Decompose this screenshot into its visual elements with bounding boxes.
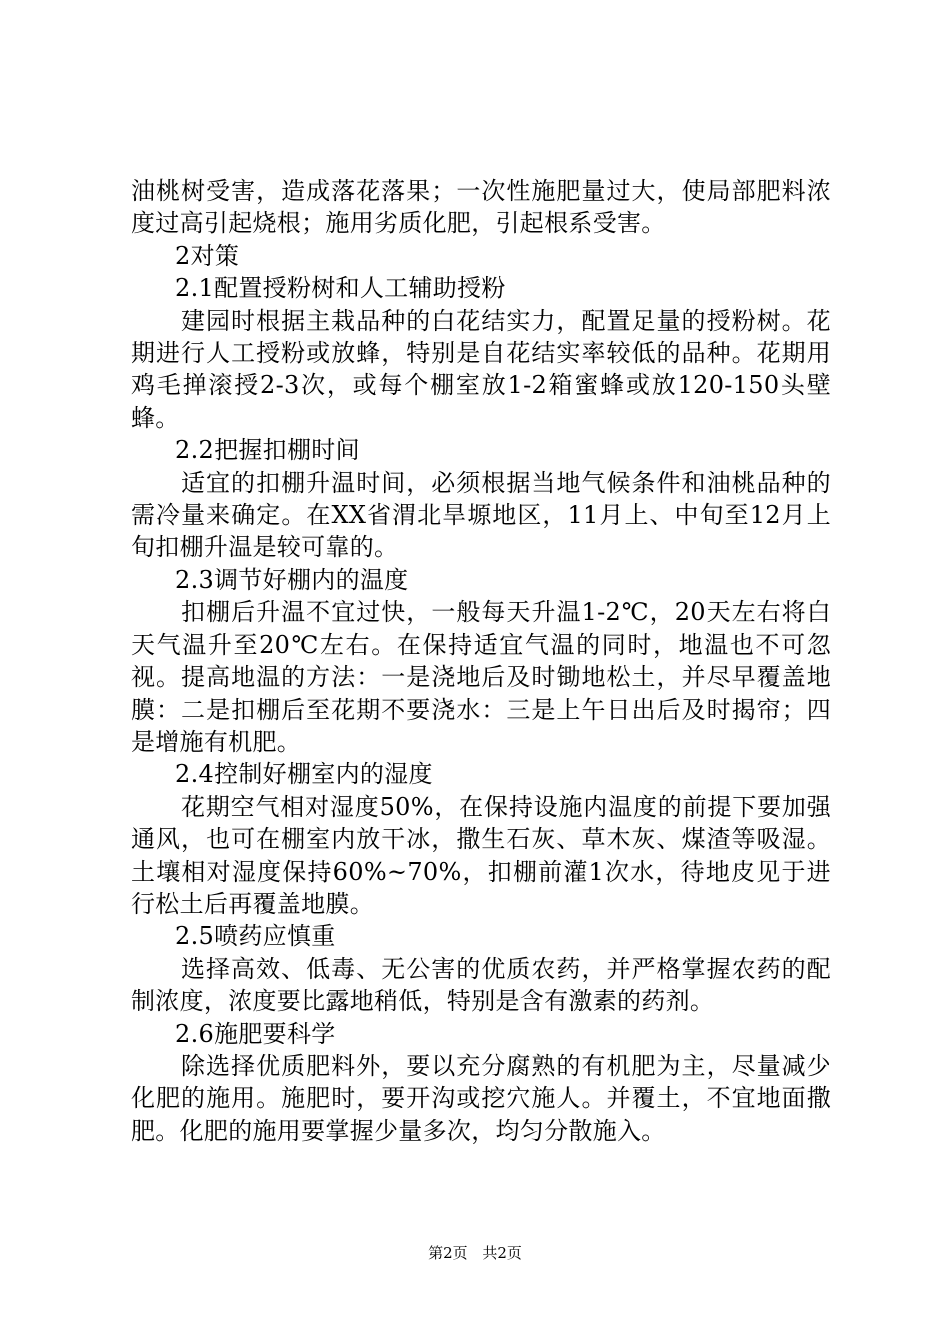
section-heading-countermeasures: 2对策 xyxy=(175,241,240,270)
document-body xyxy=(131,175,831,1147)
paragraph-continuation: 油桃树受害，造成落花落果；一次性施肥量过大，使局部肥料浓度过高引起烧根；施用劣质化肥，引起根系受害。 xyxy=(131,177,831,238)
subsection-heading-2-1: 2.1配置授粉树和人工辅助授粉 xyxy=(175,274,506,303)
page-number: 第2页 xyxy=(428,1244,468,1262)
page-footer xyxy=(0,1243,950,1263)
subsection-heading-2-6: 2.6施肥要科学 xyxy=(175,1019,336,1048)
subsection-heading-2-3: 2.3调节好棚内的温度 xyxy=(175,565,409,594)
paragraph-2-4: 花期空气相对湿度50%，在保持设施内温度的前提下要加强通风，也可在棚室内放干冰，撒生石灰、草木灰、煤渣等吸湿。土壤相对湿度保持60%~70%，扣棚前灌1次水，待地皮见于进行松土后再覆盖地膜。 xyxy=(131,792,831,918)
paragraph-2-6: 除选择优质肥料外，要以充分腐熟的有机肥为主，尽量减少化肥的施用。施肥时，要开沟或挖穴施人。并覆土，不宜地面撒肥。化肥的施用要掌握少量多次，均匀分散施入。 xyxy=(131,1051,831,1145)
subsection-heading-2-4: 2.4控制好棚室内的湿度 xyxy=(175,760,433,789)
page-total: 共2页 xyxy=(482,1244,522,1262)
subsection-heading-2-2: 2.2把握扣棚时间 xyxy=(175,436,360,465)
subsection-heading-2-5: 2.5喷药应慎重 xyxy=(175,922,336,951)
paragraph-2-2: 适宜的扣棚升温时间，必须根据当地气候条件和油桃品种的需冷量来确定。在XX省渭北旱塬地区，11月上、中旬至12月上旬扣棚升温是较可靠的。 xyxy=(131,468,831,562)
paragraph-2-1: 建园时根据主栽品种的白花结实力，配置足量的授粉树。花期进行人工授粉或放蜂，特别是自花结实率较低的品种。花期用鸡毛掸滚授2-3次，或每个棚室放1-2箱蜜蜂或放120-150头壁蜂。 xyxy=(131,306,831,432)
paragraph-2-3: 扣棚后升温不宜过快，一般每天升温1-2℃，20天左右将白天气温升至20℃左右。在保持适宜气温的同时，地温也不可忽视。提高地温的方法：一是浇地后及时锄地松土，并尽早覆盖地膜：二是扣棚后至花期不要浇水：三是上午日出后及时揭帘；四是增施有机肥。 xyxy=(131,598,831,756)
paragraph-2-5: 选择高效、低毒、无公害的优质农药，并严格掌握农药的配制浓度，浓度要比露地稍低，特别是含有激素的药剂。 xyxy=(131,954,831,1016)
